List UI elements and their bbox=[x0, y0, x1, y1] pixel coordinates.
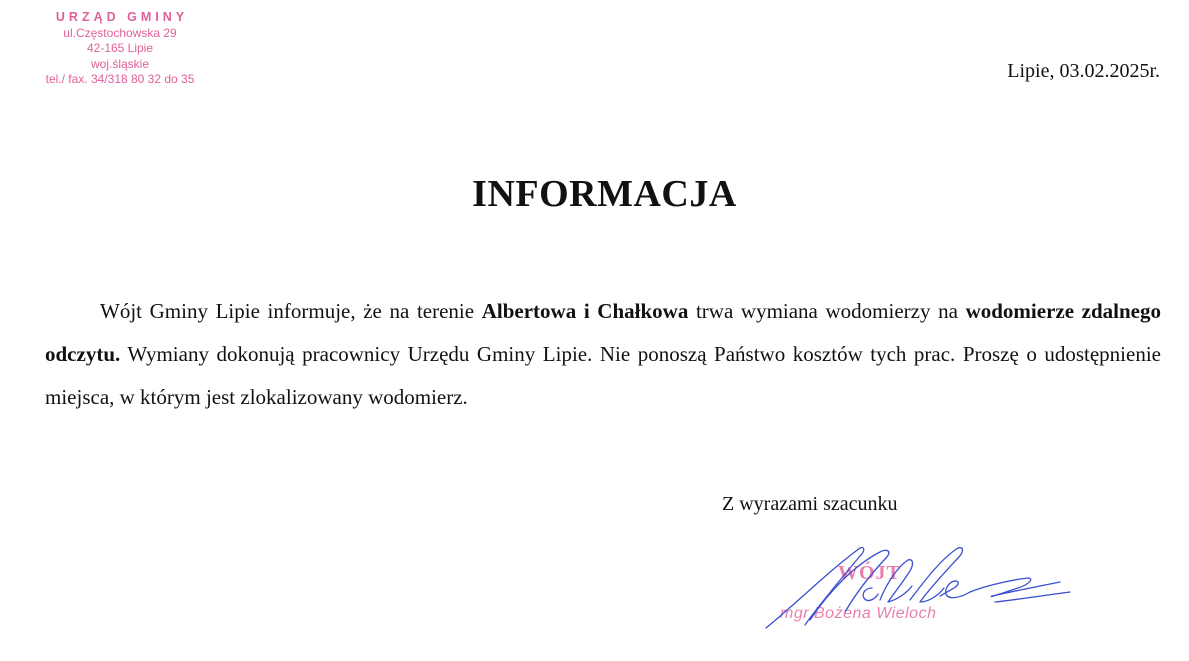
signature-block bbox=[760, 540, 1080, 640]
stamp-office-name: URZĄD GMINY bbox=[55, 10, 189, 24]
closing-phrase: Z wyrazami szacunku bbox=[722, 493, 898, 515]
body-text-1: Wójt Gminy Lipie informuje, że na terenie bbox=[100, 299, 482, 323]
body-meter-type-bold: wodomierze zdalnego odczytu. bbox=[45, 299, 1161, 366]
stamp-street: ul.Częstochowska 29 bbox=[63, 25, 177, 40]
document-title: INFORMACJA bbox=[472, 173, 737, 215]
stamp-phone: tel./ fax. 34/318 80 32 do 35 bbox=[45, 72, 195, 86]
body-paragraph bbox=[45, 290, 1161, 419]
body-location-bold: Albertowa i Chałkowa bbox=[481, 299, 689, 323]
body-text-2: trwa wymiana wodomierzy na bbox=[688, 299, 966, 323]
signature-stamp-name: mgr Bożena Wieloch bbox=[780, 605, 937, 622]
handwritten-signature-icon bbox=[760, 540, 1080, 640]
stamp-voivodeship: woj.śląskie bbox=[90, 56, 150, 71]
signature-stamp-title: WÓJT bbox=[838, 562, 901, 584]
date-line: Lipie, 03.02.2025r. bbox=[1007, 60, 1160, 82]
body-text-3: Wymiany dokonują pracownicy Urzędu Gminy Lipie. Nie ponoszą Państwo kosztów tych prac. Proszę o udostępnienie miejsca, w którym jest zlokalizowany wodomierz. bbox=[45, 342, 1161, 409]
stamp-postal-city: 42-165 Lipie bbox=[86, 41, 154, 55]
office-stamp bbox=[20, 10, 220, 88]
